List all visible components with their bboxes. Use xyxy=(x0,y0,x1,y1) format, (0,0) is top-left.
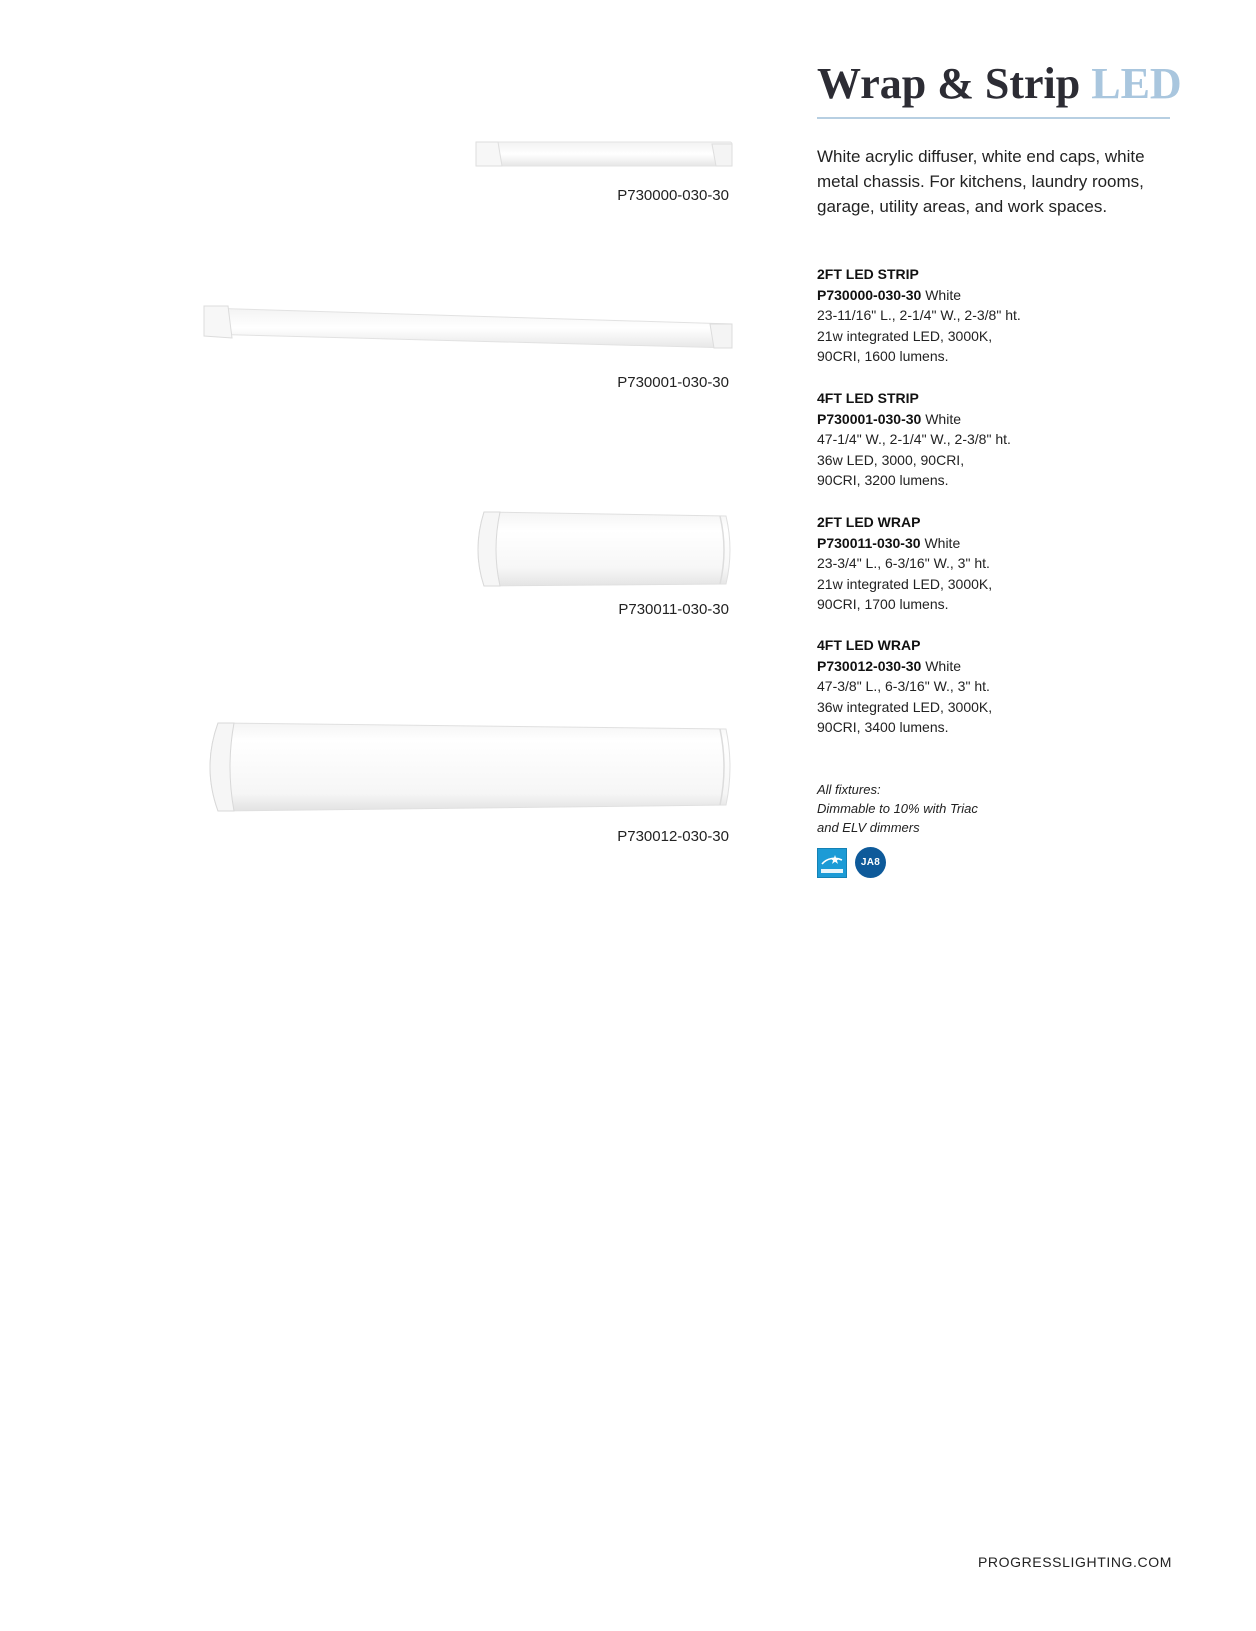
spec-4ft-led-strip xyxy=(817,388,1117,491)
spec-sku: P730000-030-30 xyxy=(817,286,922,303)
fixture-image-2ft-wrap xyxy=(470,510,736,588)
spec-sku: P730012-030-30 xyxy=(817,657,922,674)
intro-description: White acrylic diffuser, white end caps, white metal chassis. For kitchens, laundry rooms, garage, utility areas, and work spaces. xyxy=(817,147,1145,216)
spec-dimensions: 23-11/16" L., 2-1/4" W., 2-3/8" ht. xyxy=(817,307,1021,324)
spec-sku-line xyxy=(817,656,1117,677)
spec-dimensions: 47-1/4" W., 2-1/4" W., 2-3/8" ht. xyxy=(817,431,1011,448)
note-line-2: Dimmable to 10% with Triac xyxy=(817,801,978,816)
spec-sku: P730001-030-30 xyxy=(817,410,922,427)
fixtures-note xyxy=(817,780,1037,837)
title-main: Wrap & Strip xyxy=(817,59,1081,108)
spec-sku-line xyxy=(817,533,1117,554)
fixture-image-4ft-wrap xyxy=(200,721,736,813)
energy-star-logo-graphic xyxy=(818,849,846,877)
fixture-image-4ft-strip xyxy=(202,304,736,352)
spec-line-1: 36w LED, 3000, 90CRI, xyxy=(817,451,965,468)
spec-2ft-led-strip xyxy=(817,264,1117,367)
spec-heading: 4FT LED WRAP xyxy=(817,637,921,653)
spec-line-2: 90CRI, 1600 lumens. xyxy=(817,348,949,365)
spec-line-2: 90CRI, 3200 lumens. xyxy=(817,472,949,489)
spec-line-2: 90CRI, 3400 lumens. xyxy=(817,719,949,736)
title-accent: LED xyxy=(1091,59,1182,108)
spec-finish: White xyxy=(925,410,961,427)
fixture-sku-2ft-strip: P730000-030-30 xyxy=(617,187,729,204)
fixture-sku-2ft-wrap: P730011-030-30 xyxy=(618,601,729,618)
spec-line-2: 90CRI, 1700 lumens. xyxy=(817,596,949,613)
title-divider xyxy=(817,117,1170,119)
spec-dimensions: 23-3/4" L., 6-3/16" W., 3" ht. xyxy=(817,555,990,572)
note-line-3: and ELV dimmers xyxy=(817,820,920,835)
spec-heading: 2FT LED WRAP xyxy=(817,514,921,530)
spec-heading: 4FT LED STRIP xyxy=(817,390,919,406)
spec-heading: 2FT LED STRIP xyxy=(817,266,919,282)
spec-finish: White xyxy=(924,534,961,551)
energy-star-icon xyxy=(817,848,847,878)
fixture-image-2ft-strip xyxy=(474,139,736,171)
spec-2ft-led-wrap xyxy=(817,512,1117,615)
fixture-sku-4ft-strip: P730001-030-30 xyxy=(617,374,729,391)
note-line-1: All fixtures: xyxy=(817,782,881,797)
spec-4ft-led-wrap xyxy=(817,635,1117,738)
spec-dimensions: 47-3/8" L., 6-3/16" W., 3" ht. xyxy=(817,678,990,695)
footer-website: PROGRESSLIGHTING.COM xyxy=(977,1554,1172,1570)
spec-sku-line xyxy=(817,409,1117,430)
spec-sku: P730011-030-30 xyxy=(817,534,921,551)
spec-sku-line xyxy=(817,285,1117,306)
spec-line-1: 21w integrated LED, 3000K, xyxy=(817,327,993,344)
spec-line-1: 36w integrated LED, 3000K, xyxy=(817,698,993,715)
page-title xyxy=(817,58,1182,110)
spec-line-1: 21w integrated LED, 3000K, xyxy=(817,575,993,592)
spec-finish: White xyxy=(925,657,961,674)
spec-finish: White xyxy=(925,286,961,303)
fixture-sku-4ft-wrap: P730012-030-30 xyxy=(617,828,729,845)
ja8-badge: JA8 xyxy=(855,847,886,878)
